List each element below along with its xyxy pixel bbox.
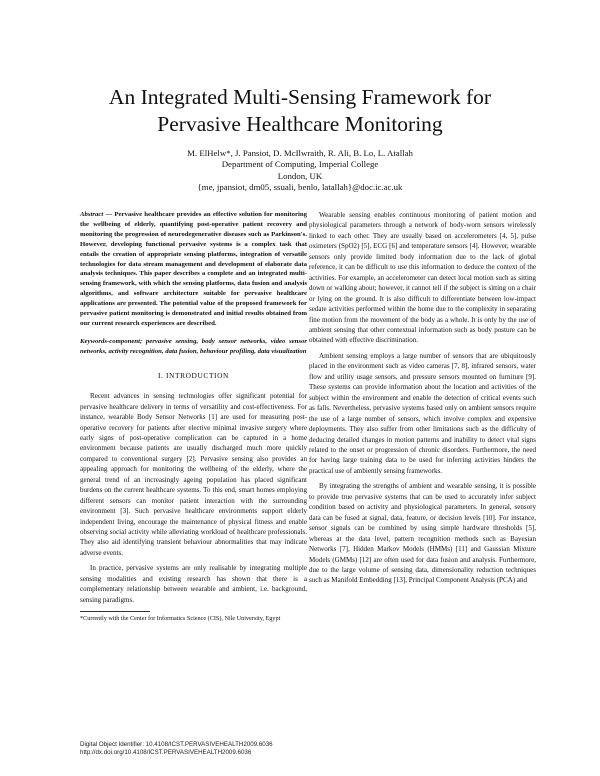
abstract-lead: Abstract — xyxy=(80,211,113,218)
title-line-2: Pervasive Healthcare Monitoring xyxy=(157,112,443,136)
author-block xyxy=(130,148,470,193)
left-column xyxy=(80,210,307,624)
abstract-body: Pervasive healthcare provides an effective solution for monitoring the wellbeing of elderly, quantifying post-operative patient recovery and monitoring the progression of neurodegenerative diseases such as Parkinson's. However, developing functional pervasive systems is a complex task that entails the creation of appropriate sensing platforms, integration of versatile technologies for data stream management and development of elaborate data analysis techniques. This paper describes a complete and an integrated multi-sensing framework, with which the sensing platforms, data fusion and analysis algorithms, and software architecture suitable for pervasive healthcare applications are presented. The potential value of the proposed framework for pervasive patient monitoring is demonstrated and initial results obtained from our current research experiences are described. xyxy=(80,211,307,327)
section-heading-introduction: I. INTRODUCTION xyxy=(158,370,229,380)
doi-footer xyxy=(80,741,380,758)
body-paragraph-wearable: Wearable sensing enables continuous monitoring of patient motion and physiological parameters through a network of body-worn sensors wirelessly linked to each other. They are usually based on accelerometers [4, 5], pulse oximeters (SpO2) [5], ECG [6] and temperature sensors [4]. However, wearable sensors only provide limited body information due to the lack of global reference, it can be difficult to use this information to deduce the context of the activities. For example, an accelerometer can detect local motion such as sitting down or walking about; however, it cannot tell if the subject is sitting on a chair or lying on the ground. It is also difficult to differentiate between low-impact sedate activities performed within the home due to the complexity in separating fine motion from the movement of the body as a whole. It is only by the use of ambient sensing that other contextual information such as body posture can be obtained with effective discrimination. xyxy=(309,211,536,345)
affiliation: Department of Computing, Imperial College xyxy=(221,159,379,170)
abstract xyxy=(80,210,307,329)
doi-line: Digital Object Identifier: 10.4108/ICST.PERVASIVEHEALTH2009.6036 xyxy=(80,741,273,748)
title-line-1: An Integrated Multi-Sensing Framework for xyxy=(108,85,492,109)
intro-paragraph-2: In practice, pervasive systems are only realisable by integrating multiple sensing modalities and existing research has shown that there is a complementary relationship between wearable and ambient, i.e. background, sensing paradigms. xyxy=(80,564,307,604)
doi-link[interactable]: http://dx.doi.org/10.4108/ICST.PERVASIVEHEALTH2009.6036 xyxy=(80,749,252,757)
body-paragraph-ambient: Ambient sensing employs a large number of sensors that are ubiquitously placed in the environment such as video cameras [7, 8], infrared sensors, water flow and utility usage sensors, and pressure sensors mounted on furniture [9]. These systems can provide information about the location and activities of the subject within the environment and enable the detection of critical events such as falls. Nevertheless, pervasive systems based only on ambient sensors require the use of a large number of sensors, which involve complex and expensive deployments. They also suffer from other limitations such as the difficulty of deducing detailed changes in motion patterns and inability to detect vital signs related to the onset or progression of chronic disorders. Furthermore, the need for having large training data to be used for inferring activities hinders the practical use of ambiently sensing frameworks. xyxy=(309,351,536,475)
intro-paragraph-1: Recent advances in sensing technologies offer significant potential for pervasive healthcare delivery in terms of versatility and cost-effectiveness. For instance, wearable Body Sensor Networks [1] are used for measuring post-operative recovery for patients after elective minimal invasive surgery where early signs of post-operative complication can be captured in a home environment because patients are usually discharged much more quickly compared to conventional surgery [2]. Pervasive sensing also provides an appealing approach for monitoring the wellbeing of the elderly, where the general trend of an increasingly ageing population has placed significant burdens on the current healthcare systems. To this end, smart homes employing different sensors can monitor patient interaction with the surrounding environment [3]. Such pervasive healthcare environments support elderly independent living, encourage the maintenance of physical fitness and enable observing social activity while alleviating workload of healthcare professionals. They also aid identifying transient behaviour abnormalities that may indicate adverse events. xyxy=(80,392,307,557)
body-paragraph-integration: By integrating the strengths of ambient and wearable sensing, it is possible to provide true pervasive systems that can be used to accurately infer subject condition based on activity and physiological parameters. In general, sensory data can be fused at signal, data, feature, or decision levels [10]. For instance, sensor signals can be combined by using simple hardware thresholds [5], whereas at the data level, pattern recognition methods such as Bayesian Networks [7], Hidden Markov Models (HMMs) [11] and Gaussian Mixture Models (GMMs) [12] are often used for data fusion and analysis. Furthermore, due to the large volume of sensing data, dimensionality reduction techniques such as Manifold Embedding [13], Principal Component Analysis (PCA) and xyxy=(309,482,536,585)
affiliation-city: London, UK xyxy=(277,170,323,181)
paper-title xyxy=(60,84,540,138)
author-list: M. ElHelw*, J. Pansiot, D. McIlwraith, R. Ali, B. Lo, L. Atallah xyxy=(187,148,413,158)
footnote: *Currently with the Center for Informatics Science (CIS), Nile University, Egypt xyxy=(80,615,281,623)
keywords: Keywords-component; pervasive sensing, body sensor networks, video sensor networks, activity recognition, data fusion, behaviour profiling, data visualization xyxy=(80,337,307,355)
footnote-divider xyxy=(80,611,150,612)
author-emails: {me, jpansiot, dm05, ssuali, benlo, latallah}@doc.ic.ac.uk xyxy=(197,181,403,192)
right-column xyxy=(309,210,536,586)
